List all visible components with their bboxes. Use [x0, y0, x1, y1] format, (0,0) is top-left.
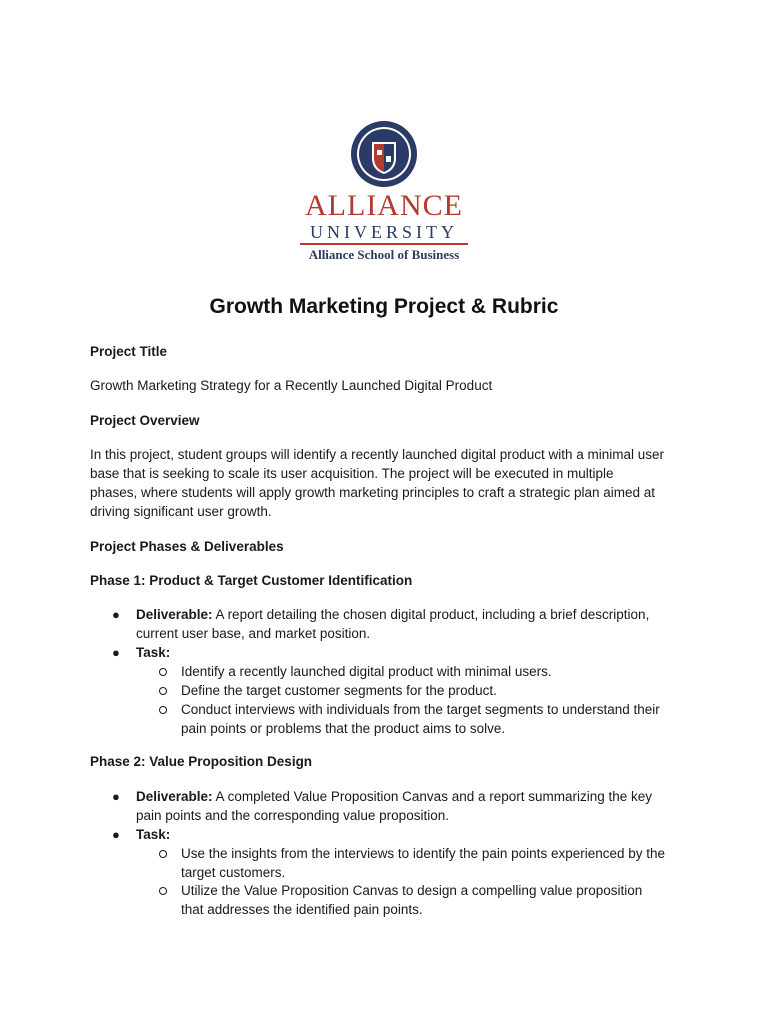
deliverable-label: Deliverable: [136, 789, 213, 804]
logo-alliance-text: ALLIANCE [305, 189, 463, 222]
hollow-bullet-icon [159, 706, 167, 714]
deliverable-text: pain points and the corresponding value proposition. [136, 808, 449, 823]
university-logo [288, 112, 480, 272]
document-page: ALLIANCE UNIVERSITY Alliance School of Business Growth Marketing Project & Rubric Project Title Growth Marketing Strategy for a Recently Launched Digital Product Project Overview In this project, student groups will identify a recently launched digital product with a minimal user base that is seeking to scale its user acquisition. The project will be executed in multiple phases, where students will apply growth marketing principles to craft a strategic plan aimed at driving significant user growth. Project Phases & Deliverables Phase 1: Product & Target Customer Identification ● Deliverable: A report detailing the chosen digital product, including a brief description, current user base, and market position. ● Task: Identify a recently launched digital product with minimal users. Define the target customer segments for the product. Conduct interviews with individuals from the target segments to understand their pain points or problems that the product aims to solve. Phase 2: Value Proposition Design ● Deliverable: A completed Value Proposition Canvas and a report summarizing the key pain points and the corresponding value proposition. ● Task: Use the insights from the interviews to identify the pain points experienced by the target customers. Utilize the Value Proposition Canvas to design a compelling value proposition that addresses the identified pain points. [0, 0, 768, 1024]
university-seal-icon [350, 120, 418, 188]
phases-heading: Project Phases & Deliverables [90, 539, 284, 554]
overview-line: driving significant user growth. [90, 504, 272, 519]
task-label: Task: [136, 645, 171, 660]
document-title: Growth Marketing Project & Rubric [209, 295, 559, 318]
overview-line: phases, where students will apply growth marketing principles to craft a strategic plan aimed at [90, 485, 656, 500]
task-label: Task: [136, 827, 171, 842]
bullet-dot-icon: ● [112, 789, 120, 804]
hollow-bullet-icon [159, 687, 167, 695]
deliverable-text: A completed Value Proposition Canvas and a report summarizing the key [212, 789, 653, 804]
overview-line: In this project, student groups will identify a recently launched digital product with a minimal user [90, 447, 665, 462]
hollow-bullet-icon [159, 887, 167, 895]
bullet-dot-icon: ● [112, 645, 120, 660]
project-title-text: Growth Marketing Strategy for a Recently Launched Digital Product [90, 378, 493, 393]
deliverable-text: A report detailing the chosen digital product, including a brief description, [212, 607, 650, 622]
deliverable-label: Deliverable: [136, 607, 213, 622]
phase1-heading: Phase 1: Product & Target Customer Identification [90, 573, 413, 588]
bullet-dot-icon: ● [112, 607, 120, 622]
bullet-dot-icon: ● [112, 827, 120, 842]
logo-divider [300, 243, 468, 245]
deliverable-text: current user base, and market position. [136, 626, 371, 641]
logo-university-text: UNIVERSITY [310, 222, 458, 242]
hollow-bullet-icon [159, 850, 167, 858]
overview-heading: Project Overview [90, 413, 200, 428]
project-title-heading: Project Title [90, 344, 168, 359]
hollow-bullet-icon [159, 668, 167, 676]
phase2-heading: Phase 2: Value Proposition Design [90, 754, 313, 769]
overview-line: base that is seeking to scale its user acquisition. The project will be executed in multiple [90, 466, 614, 481]
logo-school-text: Alliance School of Business [308, 247, 460, 262]
